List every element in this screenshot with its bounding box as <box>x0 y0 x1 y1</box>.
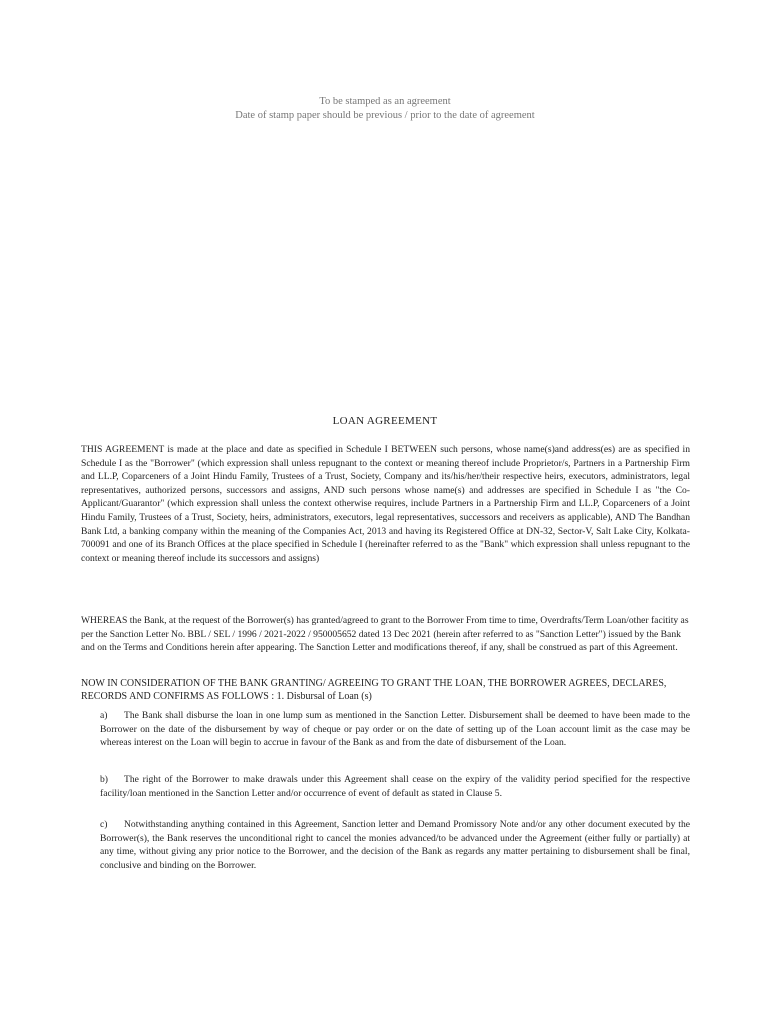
document-title: LOAN AGREEMENT <box>332 415 438 427</box>
whereas-paragraph: WHEREAS the Bank, at the request of the Borrower(s) has granted/agreed to grant to the Borrower From time to time, Overdrafts/Term Loan/other facitity as per the Sanction Letter No. BBL / SEL / 1996 / 2021-2022 / 950005652 dated 13 Dec 2021 (herein after referred to as "Sanction Letter") issued by the Bank and on the Terms and Conditions herein after appearing. The Sanction Letter and modifications thereof, if any, shall be construed as part of this Agreement. <box>81 615 689 654</box>
clause-label: a) <box>100 710 108 721</box>
clause-text: Notwithstanding anything contained in this Agreement, Sanction letter and Demand Promissory Note and/or any other document executed by the Borrower(s), the Bank reserves the unconditional right to cancel the monies advanced/to be advanced under the Agreement (either fully or partially) at any time, without giving any prior notice to the Borrower, and the decision of the Bank as regards any matter pertaining to disbursement shall be final, conclusive and binding on the Borrower. <box>100 819 690 871</box>
clause-c <box>100 818 690 872</box>
clause-label: c) <box>100 819 108 830</box>
clause-a <box>100 709 690 750</box>
consideration-paragraph: NOW IN CONSIDERATION OF THE BANK GRANTING/ AGREEING TO GRANT THE LOAN, THE BORROWER AGREES, DECLARES, RECORDS AND CONFIRMS AS FOLLOWS : 1. Disbursal of Loan (s) <box>81 678 667 703</box>
stamp-instruction: To be stamped as an agreement <box>319 96 451 107</box>
clause-text: The right of the Borrower to make drawals under this Agreement shall cease on the expiry of the validity period specified for the respective facility/loan mentioned in the Sanction Letter and/or occurrence of event of default as stated in Clause 5. <box>100 774 690 799</box>
stamp-date-instruction: Date of stamp paper should be previous / prior to the date of agreement <box>235 110 535 121</box>
clause-text: The Bank shall disburse the loan in one lump sum as mentioned in the Sanction Letter. Disbursement shall be deemed to have been made to the Borrower on the date of the disbursement by way of cheque or pay order or on the date of setting up of the Loan account limit as the case may be whereas interest on the Loan will begin to accrue in favour of the Bank as and from the date of disbursement of the Loan. <box>100 710 690 749</box>
intro-paragraph: THIS AGREEMENT is made at the place and date as specified in Schedule I BETWEEN such persons, whose name(s)and address(es) are as specified in Schedule I as the "Borrower" (which expression shall unless repugnant to the context or meaning thereof include Proprietor/s, Partners in a Partnership Firm and LL.P, Coparceners of a Joint Hindu Family, Trustees of a Trust, Society, Company and its/his/her/their respective heirs, executors, administrators, legal representatives, authorized persons, successors and assigns, AND such persons whose name(s) and addresses are specified in Schedule I as "the Co-Applicant/Guarantor" (which expression shall unless the context otherwise requires, include Partners in a Partnership Firm and LL.P, Coparceners of a Joint Hindu Family, Trustees of a Trust, Society, heirs, administrators, executors, legal representatives, successors and receivers as applicable), AND The Bandhan Bank Ltd, a banking company within the meaning of the Companies Act, 2013 and having its Registered Office at DN-32, Sector-V, Salt Lake City, Kolkata-700091 and one of its Branch Offices at the place specified in Schedule I (hereinafter referred to as the "Bank" which expression shall unless repugnant to the context or meaning thereof include its successors and assigns) <box>81 444 690 564</box>
clause-label: b) <box>100 774 108 785</box>
clause-b <box>100 773 690 800</box>
